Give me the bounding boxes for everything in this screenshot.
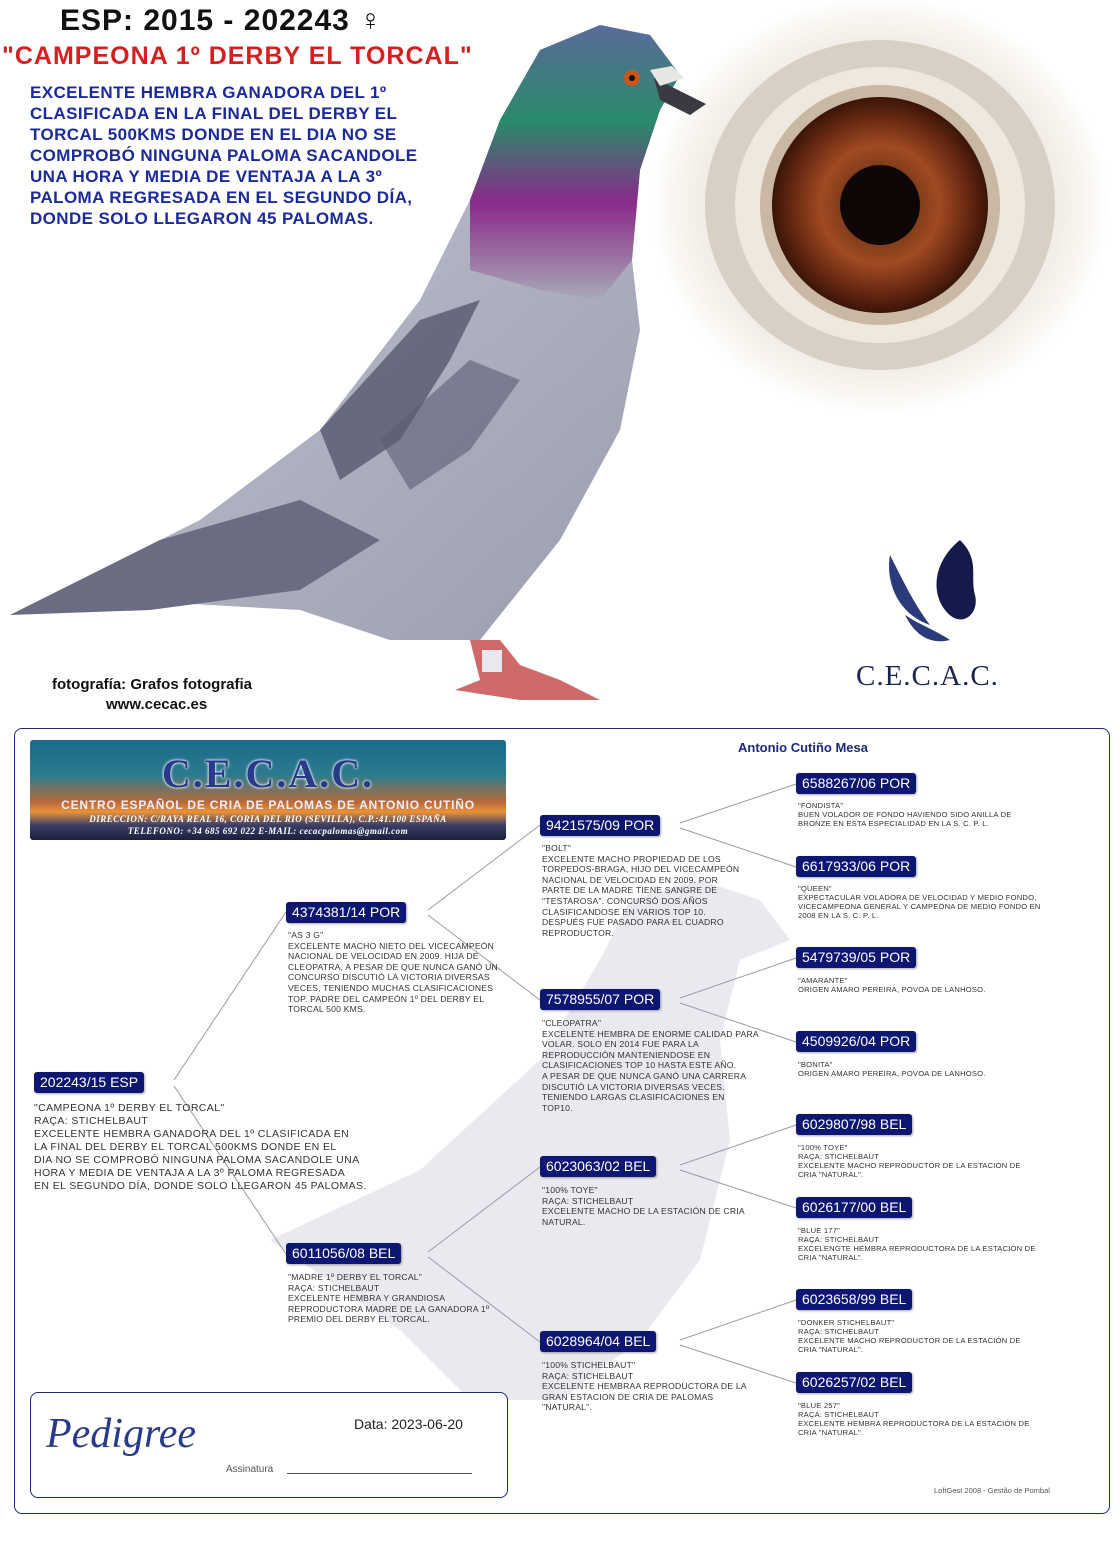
info-line: "TESTAROSA". CONCURSÓ DOS AÑOS [542, 895, 708, 906]
ring-title: ESP: 2015 - 202243 ♀ [60, 4, 383, 37]
dam-info [288, 1272, 489, 1325]
info-line: CRIA "NATURAL". [798, 1428, 864, 1437]
info-line: RAÇA: STICHELBAUT [798, 1327, 880, 1336]
info-line: CONCURSO DISCUTIÓ LA VICTORIA DIVERSAS [288, 972, 490, 983]
breeder-name: Antonio Cutiño Mesa [738, 740, 868, 755]
info-line: EXCELENTE HEMBRA GANADORA DEL 1º CLASIFICADA EN [34, 1128, 350, 1140]
dds-ring[interactable]: 6023658/99 BEL [796, 1289, 912, 1310]
description-line: CLASIFICADA EN LA FINAL DEL DERBY EL [30, 104, 398, 123]
info-line: NACIONAL DE VELOCIDAD EN 2009. HIJA DE [288, 951, 479, 962]
sdd-info [798, 1060, 986, 1078]
description-line: DONDE SOLO LLEGARON 45 PALOMAS. [30, 209, 374, 228]
sds-info [798, 976, 986, 994]
software-footer: LoftGest 2008 - Gestão de Pombal [934, 1486, 1050, 1495]
info-line: CRIA "NATURAL". [798, 1253, 864, 1262]
sss-info [798, 801, 1012, 828]
info-line: ORIGEN AMARO PEREIRA, POVOA DE LANHOSO. [798, 1069, 986, 1078]
info-line: A PESAR DE QUE NUNCA GANÓ UNA CARRERA [542, 1070, 747, 1081]
info-line: EXCELENTE HEMBRAA REPRODUCTORA DE LA [542, 1381, 747, 1392]
info-line: EXCELENGTE HEMBRA REPRODUCTORA DE LA ESTACIÓN DE [798, 1244, 1036, 1253]
info-line: VECES, TENIENDO MUCHAS CLASIFICACIONES [288, 982, 494, 993]
info-line: "FONDISTA" [798, 801, 844, 810]
info-line: CRIA "NATURAL". [798, 1345, 864, 1354]
info-line: REPRODUCCIÓN MANTENIENDOSE EN [542, 1049, 711, 1060]
info-line: PARTE DE LA MADRE TIENE SANGRE DE [542, 885, 718, 896]
info-line: RAÇA: STICHELBAUT [288, 1282, 380, 1293]
info-line: ORIGEN AMARO PEREIRA, POVOA DE LANHOSO. [798, 985, 986, 994]
info-line: "100% TOYE" [542, 1185, 598, 1195]
description-line: EXCELENTE HEMBRA GANADORA DEL 1º [30, 83, 387, 102]
info-line: EXCELENTE HEMBRA DE ENORME CALIDAD PARA [542, 1028, 759, 1039]
banner-contact: TELEFONO: +34 685 692 022 E-MAIL: cecacpalomas@gmail.com [127, 826, 409, 836]
info-line: EXCELENTE HEMBRA REPRODUCTORA DE LA ESTACIÓN DE [798, 1419, 1030, 1428]
info-line: EXCELENTE HEMBRA Y GRANDIOSA [288, 1293, 446, 1304]
info-line: TORPEDOS-BRAGA, HIJO DEL VICECAMPEÓN [542, 864, 740, 875]
info-line: EXCELENTE MACHO PROPIEDAD DE LOS [542, 853, 721, 864]
info-line: EXCELENTE MACHO REPRODUCTOR DE LA ESTACION DE [798, 1161, 1021, 1170]
dsd-info [798, 1226, 1036, 1262]
info-line: DESPUÉS FUE PASADO PARA EL CUADRO [542, 917, 724, 928]
dam-sire-info [542, 1185, 745, 1227]
info-line: TOP. PADRE DEL CAMPEÓN 1º DEL DERBY EL [288, 993, 485, 1004]
info-line: PREMIO DEL DERBY EL TORCAL. [288, 1314, 430, 1325]
info-line: RAÇA: STICHELBAUT [798, 1410, 880, 1419]
info-line: RAÇA: STICHELBAUT [798, 1235, 880, 1244]
info-line: REPRODUCTOR. [542, 927, 614, 938]
dds-info [798, 1318, 1021, 1354]
website-link[interactable]: www.cecac.es [106, 696, 208, 713]
info-line: "AS 3 G" [288, 930, 324, 940]
info-line: "DONKER STICHELBAUT" [798, 1318, 895, 1327]
ssd-info [798, 884, 1041, 920]
sire-dam-ring[interactable]: 7578955/07 POR [540, 989, 660, 1010]
info-line: VICECAMPEONA GENERAL Y CAMPEONA DE MEDIO FONDO EN [798, 902, 1041, 911]
signature-line [287, 1473, 472, 1474]
banner-org-name: CENTRO ESPAÑOL DE CRIA DE PALOMAS DE ANTONIO CUTIÑO [61, 798, 475, 812]
info-line: "100% STICHELBAUT" [542, 1360, 636, 1370]
dam-dam-info [542, 1360, 747, 1413]
info-line: EN EL SEGUNDO DÍA, DONDE SOLO LLEGARON 45 PALOMAS. [34, 1180, 367, 1192]
info-line: RAÇA: STICHELBAUT [798, 1152, 880, 1161]
sss-ring[interactable]: 6588267/06 POR [796, 773, 916, 794]
info-line: "MADRE 1º DERBY EL TORCAL" [288, 1272, 422, 1282]
subject-ring[interactable]: 202243/15 ESP [34, 1072, 144, 1093]
sire-sire-info [542, 843, 739, 938]
info-line: VOLAR. SOLO EN 2014 FUE PARA LA [542, 1039, 699, 1050]
info-line: DISCUTIÓ LA VICTORIA DIVERSAS VECES. [542, 1081, 725, 1092]
info-line: "BOLT" [542, 843, 572, 853]
sire-dam-info [542, 1018, 759, 1113]
dss-ring[interactable]: 6029807/98 BEL [796, 1114, 912, 1135]
pedigree-script-logo: Pedigree [46, 1411, 197, 1457]
info-line: BRONZE EN ESTA ESPECIALIDAD EN LA S. C. P. L. [798, 819, 990, 828]
ddd-info [798, 1401, 1030, 1437]
info-line: CRIA "NATURAL". [798, 1170, 864, 1179]
info-line: EXCELENTE MACHO NIETO DEL VICECAMPEÓN [288, 940, 495, 951]
info-line: LA FINAL DEL DERBY EL TORCAL 500KMS DONDE EN EL [34, 1141, 337, 1153]
info-line: "NATURAL". [542, 1402, 592, 1413]
info-line: "BONITA" [798, 1060, 833, 1069]
date-label: Data: 2023-06-20 [354, 1416, 463, 1432]
sire-info [288, 930, 498, 1015]
info-line: EXCELENTE MACHO DE LA ESTACIÓN DE CRIA [542, 1206, 745, 1217]
info-line: "BLUE 257" [798, 1401, 841, 1410]
sire-sire-ring[interactable]: 9421575/09 POR [540, 815, 660, 836]
info-line: TOP10. [542, 1102, 573, 1113]
banner-address: DIRECCION: C/RAYA REAL 16, CORIA DEL RIO (SEVILLA), C.P.:41.100 ESPAÑA [89, 814, 447, 824]
description-line: UNA HORA Y MEDIA DE VENTAJA A LA 3º [30, 167, 383, 186]
info-line: "BLUE 177" [798, 1226, 841, 1235]
info-line: BUEN VOLADOR DE FONDO HAVIENDO SIDO ANILLA DE [798, 810, 1012, 819]
sds-ring[interactable]: 5479739/05 POR [796, 947, 916, 968]
dss-info [798, 1143, 1021, 1179]
sire-ring[interactable]: 4374381/14 POR [286, 902, 406, 923]
info-line: TORCAL 500 KMS. [288, 1004, 366, 1015]
signature-label: Assinatura [226, 1464, 274, 1475]
info-line: 2008 EN LA S. C. P. L. [798, 911, 879, 920]
champion-subtitle: "CAMPEONA 1º DERBY EL TORCAL" [2, 42, 473, 70]
sdd-ring[interactable]: 4509926/04 POR [796, 1031, 916, 1052]
dam-dam-ring[interactable]: 6028964/04 BEL [540, 1331, 656, 1352]
info-line: EXCELENTE MACHO REPRODUCTOR DE LA ESTACIÓN DE [798, 1336, 1021, 1345]
photo-credit: fotografía: Grafos fotografia [52, 676, 253, 693]
ddd-ring[interactable]: 6026257/02 BEL [796, 1372, 912, 1393]
description-line: TORCAL 500KMS DONDE EN EL DIA NO SE [30, 125, 397, 144]
dsd-ring[interactable]: 6026177/00 BEL [796, 1197, 912, 1218]
info-line: "100% TOYE" [798, 1143, 848, 1152]
info-line: RAÇA: STICHELBAUT [542, 1370, 634, 1381]
info-line: EXPECTACULAR VOLADORA DE VELOCIDAD Y MEDIO FONDO, [798, 893, 1037, 902]
info-line: DIA NO SE COMPROBÓ NINGUNA PALOMA SACANDOLE UNA [34, 1154, 360, 1166]
info-line: CLASIFICANDOSE EN VARIOS TOP 10. [542, 906, 706, 917]
cecac-banner [30, 740, 506, 840]
info-line: NATURAL. [542, 1216, 586, 1227]
info-line: RAÇA: STICHELBAUT [34, 1115, 149, 1127]
info-line: NACIONAL DE VELOCIDAD EN 2009. POR [542, 874, 719, 885]
description-line: PALOMA REGRESADA EN EL SEGUNDO DÍA, [30, 188, 413, 207]
ssd-ring[interactable]: 6617933/06 POR [796, 856, 916, 877]
info-line: HORA Y MEDIA DE VENTAJA A LA 3º PALOMA REGRESADA [34, 1167, 346, 1179]
info-line: "AMARANTE" [798, 976, 848, 985]
info-line: CLASIFICACIONES TOP 10 HASTA ESTE AÑO. [542, 1060, 737, 1071]
info-line: CLEOPATRA, A PESAR DE QUE NUNCA GANÓ UN [288, 961, 498, 972]
info-line: GRAN ESTACION DE CRIA DE PALOMAS [542, 1391, 714, 1402]
info-line: "CLEOPATRA" [542, 1018, 602, 1028]
info-line: RAÇA: STICHELBAUT [542, 1195, 634, 1206]
info-line: "CAMPEONA 1º DERBY EL TORCAL" [34, 1102, 225, 1114]
info-line: "QUEEN" [798, 884, 832, 893]
banner-title: C.E.C.A.C. [161, 751, 375, 796]
subject-info [34, 1102, 367, 1193]
description-line: COMPROBÓ NINGUNA PALOMA SACANDOLE [30, 146, 418, 165]
dam-ring[interactable]: 6011056/08 BEL [286, 1243, 401, 1264]
brand-name: C.E.C.A.C. [856, 660, 999, 692]
info-line: TENIENDO LARGAS CLASIFICACIONES EN [542, 1092, 725, 1103]
info-line: REPRODUCTORA MADRE DE LA GANADORA 1º [288, 1303, 490, 1314]
dam-sire-ring[interactable]: 6023063/02 BEL [540, 1156, 656, 1177]
